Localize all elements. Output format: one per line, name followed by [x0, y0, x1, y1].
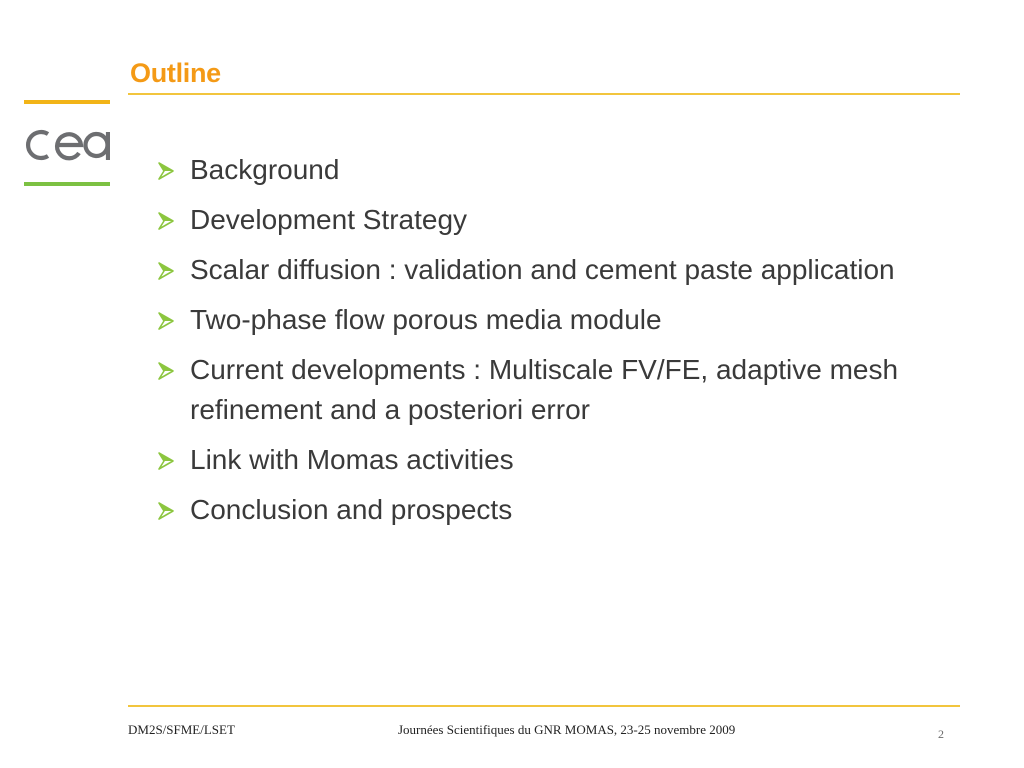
page-number: 2 — [938, 727, 944, 741]
slide-title: Outline — [130, 58, 221, 88]
list-item-text: Link with Momas activities — [190, 444, 514, 475]
list-item-text: Conclusion and prospects — [190, 494, 513, 525]
logo-bottom-bar — [24, 182, 110, 186]
arrow-bullet-icon — [156, 501, 176, 521]
footer-department: DM2S/SFME/LSET — [128, 722, 235, 737]
arrow-bullet-icon — [156, 161, 176, 181]
list-item — [150, 200, 980, 240]
list-item-text: Two-phase flow porous media module — [190, 304, 662, 335]
arrow-bullet-icon — [156, 361, 176, 381]
list-item — [150, 490, 980, 530]
list-item-text: Development Strategy — [190, 204, 468, 235]
list-item — [150, 350, 980, 430]
footer-event: Journées Scientifiques du GNR MOMAS, 23-25 novembre 2009 — [398, 722, 736, 737]
title-divider — [128, 93, 960, 95]
list-item-text: Scalar diffusion : validation and cement paste application — [190, 254, 895, 285]
footer-divider — [128, 705, 960, 707]
list-item — [150, 440, 980, 480]
arrow-bullet-icon — [156, 261, 176, 281]
logo-top-bar — [24, 100, 110, 104]
arrow-bullet-icon — [156, 451, 176, 471]
outline-list — [150, 150, 980, 540]
arrow-bullet-icon — [156, 311, 176, 331]
arrow-bullet-icon — [156, 211, 176, 231]
list-item — [150, 300, 980, 340]
cea-logo — [24, 100, 112, 190]
list-item — [150, 150, 980, 190]
list-item-text: Background — [190, 154, 340, 185]
list-item — [150, 250, 980, 290]
cea-logo-mark — [24, 126, 110, 164]
list-item-text: Current developments : Multiscale FV/FE, adaptive mesh refinement and a posteriori error — [190, 354, 899, 425]
